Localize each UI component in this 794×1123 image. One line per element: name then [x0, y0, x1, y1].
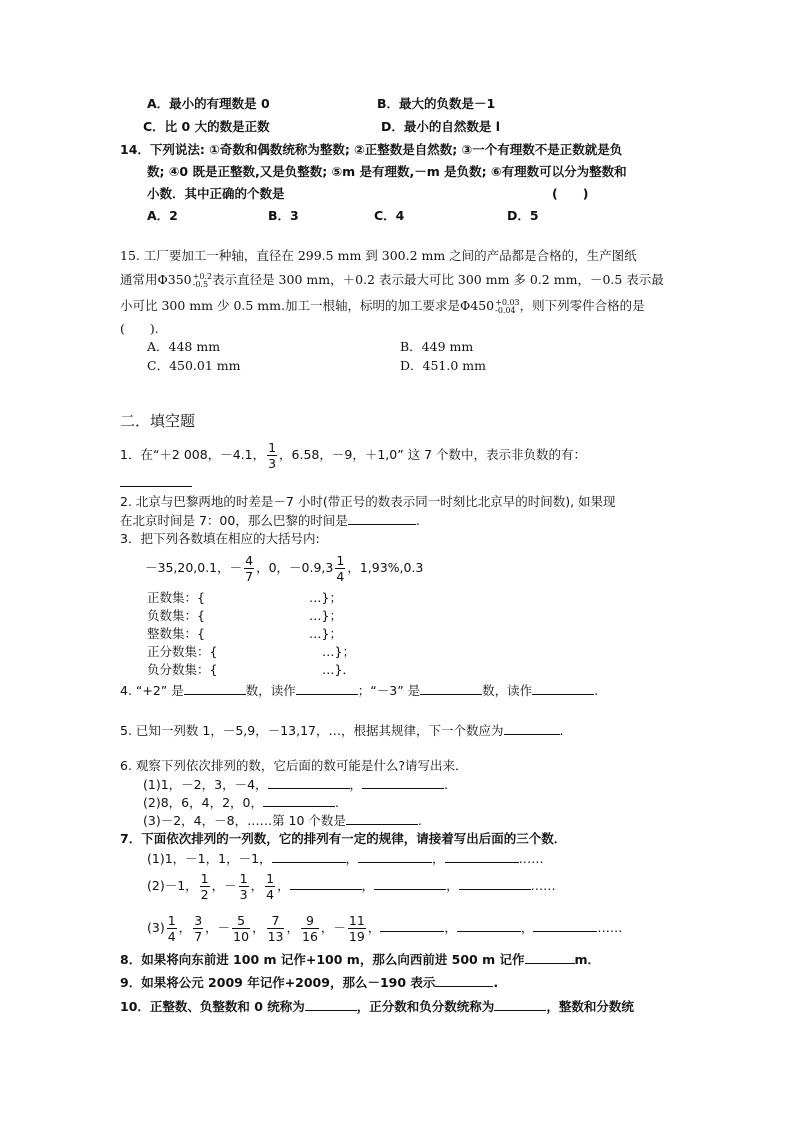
- f4-text-e: .: [594, 683, 599, 698]
- f3-fraction-2: [335, 553, 345, 584]
- f4-text-c: ；“－3” 是: [357, 683, 421, 698]
- f3-set-negative-fraction: 负分数集：{: [147, 662, 218, 677]
- f6-sub-2-blank[interactable]: [263, 794, 335, 807]
- f10-text-b: ，正分数和负分数统称为: [356, 999, 495, 1014]
- f1-line: [120, 435, 586, 475]
- q13-option-b: B．最大的负数是－1: [377, 96, 496, 111]
- q13-option-a: A．最小的有理数是 0: [147, 96, 270, 111]
- f4-blank-4[interactable]: [532, 682, 594, 695]
- f7-sub-3-blank-3[interactable]: [533, 919, 597, 932]
- f10-line: [120, 998, 634, 1015]
- f4-line: [120, 682, 598, 699]
- f7-sub-3-frac-5-den: 16: [302, 929, 318, 944]
- f7-sub-3-dots: ……: [597, 920, 623, 935]
- q14-answer-paren: ( ): [552, 186, 589, 201]
- f7-sub-3-sep-3: ，: [252, 920, 265, 935]
- f2-answer-blank[interactable]: [348, 512, 416, 525]
- f7-sub-3-blank-1[interactable]: [380, 919, 444, 932]
- f2-line-1: 2. 北京与巴黎两地的时差是－7 小时(带正号的数表示同一时刻比北京早的时间数), 如果现: [120, 494, 616, 509]
- q15-line-1: 15. 工厂要加工一种轴，直径在 299.5 mm 到 300.2 mm 之间的产品都是合格的，生产图纸: [120, 248, 637, 263]
- tolerance-lower-2: -0.04: [495, 305, 516, 315]
- f4-text-a: 4. “+2” 是: [120, 683, 184, 698]
- q15-line-3-end: ，则下列零件合格的是: [519, 298, 645, 313]
- f7-sub-2-frac-3-num: 1: [266, 871, 275, 886]
- q14-line-3: 小数．其中正确的个数是: [147, 186, 285, 201]
- section-title-fill-in: 二．填空题: [120, 412, 196, 430]
- f8-unit: m．: [574, 952, 601, 967]
- f7-sub-3-text: (3): [147, 920, 165, 935]
- q15-line-2: [120, 272, 664, 289]
- q13-option-d: D．最小的自然数是 l: [381, 119, 501, 134]
- f7-sub-3-frac-2: [193, 913, 203, 944]
- f7-sub-1-blank-2[interactable]: [358, 850, 432, 863]
- f7-sub-1-dots: ……: [518, 851, 544, 866]
- f2-line-2: [120, 512, 420, 529]
- f7-sub-1-comma-2: ，: [432, 851, 445, 866]
- f7-sub-3-blank-2[interactable]: [457, 919, 521, 932]
- f3-set-positive-close: …}；: [309, 590, 342, 605]
- f7-sub-1-comma-1: ，: [345, 851, 359, 866]
- q15-line-3-start: 小可比 300 mm 少 0.5 mm.加工一根轴，标明的加工要求是: [120, 298, 460, 313]
- f6-sub-1-period: .: [444, 777, 449, 792]
- tolerance-symbol-1: [158, 272, 213, 287]
- f7-sub-3-frac-3-num: 5: [232, 913, 250, 929]
- f6-sub-3: [143, 812, 422, 829]
- f7-sub-1-text: (1)1，－1，1，－1，: [147, 851, 272, 866]
- f7-sub-2-frac-3: [265, 871, 275, 902]
- f7-title: 7．下面依次排列的一列数，它的排列有一定的规律，请接着写出后面的三个数．: [120, 831, 567, 846]
- f7-sub-3-frac-2-num: 3: [194, 913, 203, 928]
- q15-line-2-end: 表示直径是 300 mm，＋0.2 表示最大可比 300 mm 多 0.2 mm，－0.5 表示最: [212, 272, 664, 287]
- f3-fraction-2-den: 4: [336, 569, 345, 584]
- f6-sub-1-text: (1)1，－2，3，－4，: [143, 777, 268, 792]
- f1-text-start: 1．在“＋2 008，－4.1，: [120, 447, 266, 462]
- f7-sub-2-frac-1-den: 2: [200, 887, 209, 902]
- f1-fraction-den: 3: [268, 456, 277, 471]
- f5-line: [120, 722, 563, 739]
- f4-text-d: 数，读作: [482, 683, 533, 698]
- f3-numbers-2: ，0，－0.9,: [256, 560, 326, 575]
- f9-line: [120, 974, 498, 991]
- f7-sub-3-comma-2: ，: [520, 920, 534, 935]
- f3-set-positive-fraction-close: …}；: [322, 644, 355, 659]
- f7-sub-2-frac-1-num: 1: [200, 871, 209, 886]
- f1-fraction-num: 1: [268, 440, 277, 455]
- f8-line: [120, 951, 600, 968]
- tolerance-symbol-2: [460, 298, 520, 313]
- f6-sub-3-blank[interactable]: [346, 812, 418, 825]
- f7-sub-3-frac-3-den: 10: [233, 929, 250, 944]
- f10-text-a: 10．正整数、负整数和 0 统称为: [120, 999, 305, 1014]
- f6-sub-2: [143, 794, 339, 811]
- f7-sub-3-frac-4: [267, 913, 285, 944]
- f6-sub-1: [143, 776, 448, 793]
- q14-option-b: B．3: [268, 208, 299, 223]
- f7-sub-3-frac-5: [301, 913, 319, 944]
- f7-sub-2: [147, 866, 556, 906]
- f5-period: .: [559, 723, 564, 738]
- f7-sub-3-frac-1-den: 4: [167, 929, 176, 944]
- q15-line-4: ( ).: [120, 321, 159, 336]
- q14-option-d: D．5: [507, 208, 539, 223]
- f7-sub-2-blank-2[interactable]: [374, 877, 446, 890]
- tolerance-upper-1: +0.2: [192, 271, 213, 281]
- f10-text-c: ，整数和分数统: [546, 999, 634, 1014]
- tolerance-base-1: Φ350: [157, 272, 192, 287]
- f2-period: .: [415, 513, 420, 528]
- f6-title: 6. 观察下列依次排列的数，它后面的数可能是什么?请写出来．: [120, 758, 468, 773]
- f3-fraction-1: [244, 553, 254, 584]
- f7-sub-2-text: (2)－1，: [147, 878, 198, 893]
- q14-line-2: 数; ④0 既是正整数,又是负整数; ⑤m 是有理数,－m 是负数; ⑥有理数可以分为整数和: [147, 164, 627, 179]
- f7-sub-3-frac-2-den: 7: [194, 929, 203, 944]
- f3-set-positive: 正数集：{: [147, 590, 205, 605]
- f7-sub-2-frac-2: [239, 871, 249, 902]
- f3-set-negative: 负数集：{: [147, 608, 205, 623]
- q15-option-d: D．451.0 mm: [400, 358, 486, 373]
- f7-sub-3-sep-2: ，－: [205, 920, 231, 935]
- f9-period: .: [493, 975, 499, 990]
- f7-sub-2-frac-3-den: 4: [266, 887, 275, 902]
- f7-sub-2-frac-2-den: 3: [239, 887, 248, 902]
- f7-sub-3-frac-3: [232, 913, 250, 944]
- f7-sub-3-sep-5: ，－: [320, 920, 346, 935]
- q13-option-c: C．比 0 大的数是正数: [143, 119, 270, 134]
- q14-line-1: 14．下列说法: ①奇数和偶数统称为整数; ②正整数是自然数; ③一个有理数不是正数就是负: [120, 142, 623, 157]
- f7-sub-2-blank-1[interactable]: [290, 877, 362, 890]
- f7-sub-1: [147, 850, 544, 867]
- f10-blank-2[interactable]: [494, 998, 546, 1011]
- f3-set-positive-fraction: 正分数集：{: [147, 644, 218, 659]
- tolerance-bounds-1: [193, 273, 212, 289]
- f4-text-b: 数，读作: [245, 683, 296, 698]
- f6-sub-1-comma: ，: [349, 777, 363, 792]
- f7-sub-3: [147, 908, 622, 948]
- f7-sub-2-sep-2: ，: [250, 878, 264, 893]
- f3-numbers-3: ，1,93%,0.3: [347, 560, 424, 575]
- f5-text: 5. 已知一列数 1，－5,9，－13,17，…，根据其规律，下一个数应为: [120, 723, 504, 738]
- q15-line-2-start: 通常用: [120, 272, 158, 287]
- f7-sub-3-comma-0: ，: [367, 920, 381, 935]
- f8-blank[interactable]: [525, 951, 575, 964]
- q15-option-c: C．450.01 mm: [147, 358, 241, 373]
- q15-option-b: B．449 mm: [400, 339, 474, 354]
- f4-blank-3[interactable]: [420, 682, 482, 695]
- tolerance-upper-2: +0.03: [495, 297, 520, 307]
- f1-answer-blank[interactable]: [120, 474, 192, 491]
- f7-sub-3-frac-1: [167, 913, 177, 944]
- f3-title: 3．把下列各数填在相应的大括号内:: [120, 531, 320, 546]
- f1-text-end: ，6.58，－9，＋1,0” 这 7 个数中，表示非负数的有：: [279, 447, 587, 462]
- tolerance-lower-1: -0.5: [192, 279, 209, 289]
- f3-number-list: [145, 550, 423, 586]
- tolerance-bounds-2: [495, 299, 520, 315]
- f3-fraction-2-num: 1: [336, 553, 345, 568]
- f6-sub-1-blank-2[interactable]: [362, 776, 444, 789]
- f6-sub-2-period: .: [334, 795, 339, 810]
- f7-sub-3-sep-1: ，: [178, 920, 192, 935]
- q15-line-3: [120, 298, 645, 315]
- tolerance-base-2: Φ450: [460, 298, 495, 313]
- f7-sub-3-frac-4-den: 13: [267, 929, 284, 944]
- f8-text: 8．如果将向东前进 100 m 记作+100 m，那么向西前进 500 m 记作: [120, 952, 525, 967]
- f6-sub-1-blank-1[interactable]: [268, 776, 350, 789]
- f7-sub-2-dots: ……: [530, 878, 556, 893]
- f5-blank[interactable]: [504, 722, 560, 735]
- f9-blank[interactable]: [435, 974, 493, 987]
- f1-fraction: [267, 440, 277, 471]
- f7-sub-3-sep-4: ，: [286, 920, 299, 935]
- f7-sub-3-frac-6: [348, 913, 366, 944]
- f9-text: 9．如果将公元 2009 年记作+2009，那么－190 表示: [120, 975, 436, 990]
- f7-sub-2-comma-0: ，: [277, 878, 290, 893]
- f7-sub-3-frac-6-num: 11: [348, 913, 365, 928]
- f4-blank-1[interactable]: [184, 682, 246, 695]
- f2-text: 在北京时间是 7：00，那么巴黎的时间是: [120, 513, 348, 528]
- q14-option-c: C．4: [374, 208, 405, 223]
- f7-sub-3-frac-4-num: 7: [267, 913, 285, 929]
- f7-sub-3-frac-1-num: 1: [167, 913, 176, 928]
- f7-sub-3-frac-5-num: 9: [301, 913, 319, 929]
- f7-sub-3-frac-6-den: 19: [348, 929, 365, 944]
- q15-option-a: A．448 mm: [147, 339, 221, 354]
- f4-blank-2[interactable]: [296, 682, 358, 695]
- f7-sub-2-comma-1: ，: [361, 878, 375, 893]
- f6-sub-3-text: (3)－2，4，－8，……第 10 个数是: [143, 813, 346, 828]
- q14-option-a: A．2: [147, 208, 178, 223]
- f3-fraction-1-den: 7: [245, 569, 254, 584]
- f3-set-negative-fraction-close: …}．: [322, 662, 355, 677]
- f10-blank-1[interactable]: [305, 998, 357, 1011]
- f3-set-integer: 整数集：{: [147, 626, 205, 641]
- f3-set-negative-close: …}；: [309, 608, 342, 623]
- f7-sub-2-comma-2: ，: [446, 878, 459, 893]
- f7-sub-2-frac-1: [200, 871, 210, 902]
- f7-sub-1-blank-1[interactable]: [272, 850, 346, 863]
- f7-sub-1-blank-3[interactable]: [445, 850, 519, 863]
- f3-mixed-whole: 3: [325, 560, 334, 575]
- f7-sub-3-comma-1: ，: [444, 920, 457, 935]
- f3-set-integer-close: …}；: [309, 626, 342, 641]
- f6-sub-3-period: .: [417, 813, 422, 828]
- f7-sub-2-frac-2-num: 1: [239, 871, 248, 886]
- f7-sub-2-sep-1: ，－: [211, 878, 237, 893]
- f3-numbers-1: －35,20,0.1，－: [145, 560, 243, 575]
- f7-sub-2-blank-3[interactable]: [459, 877, 531, 890]
- f6-sub-2-text: (2)8，6，4，2，0，: [143, 795, 263, 810]
- f3-fraction-1-num: 4: [245, 553, 254, 568]
